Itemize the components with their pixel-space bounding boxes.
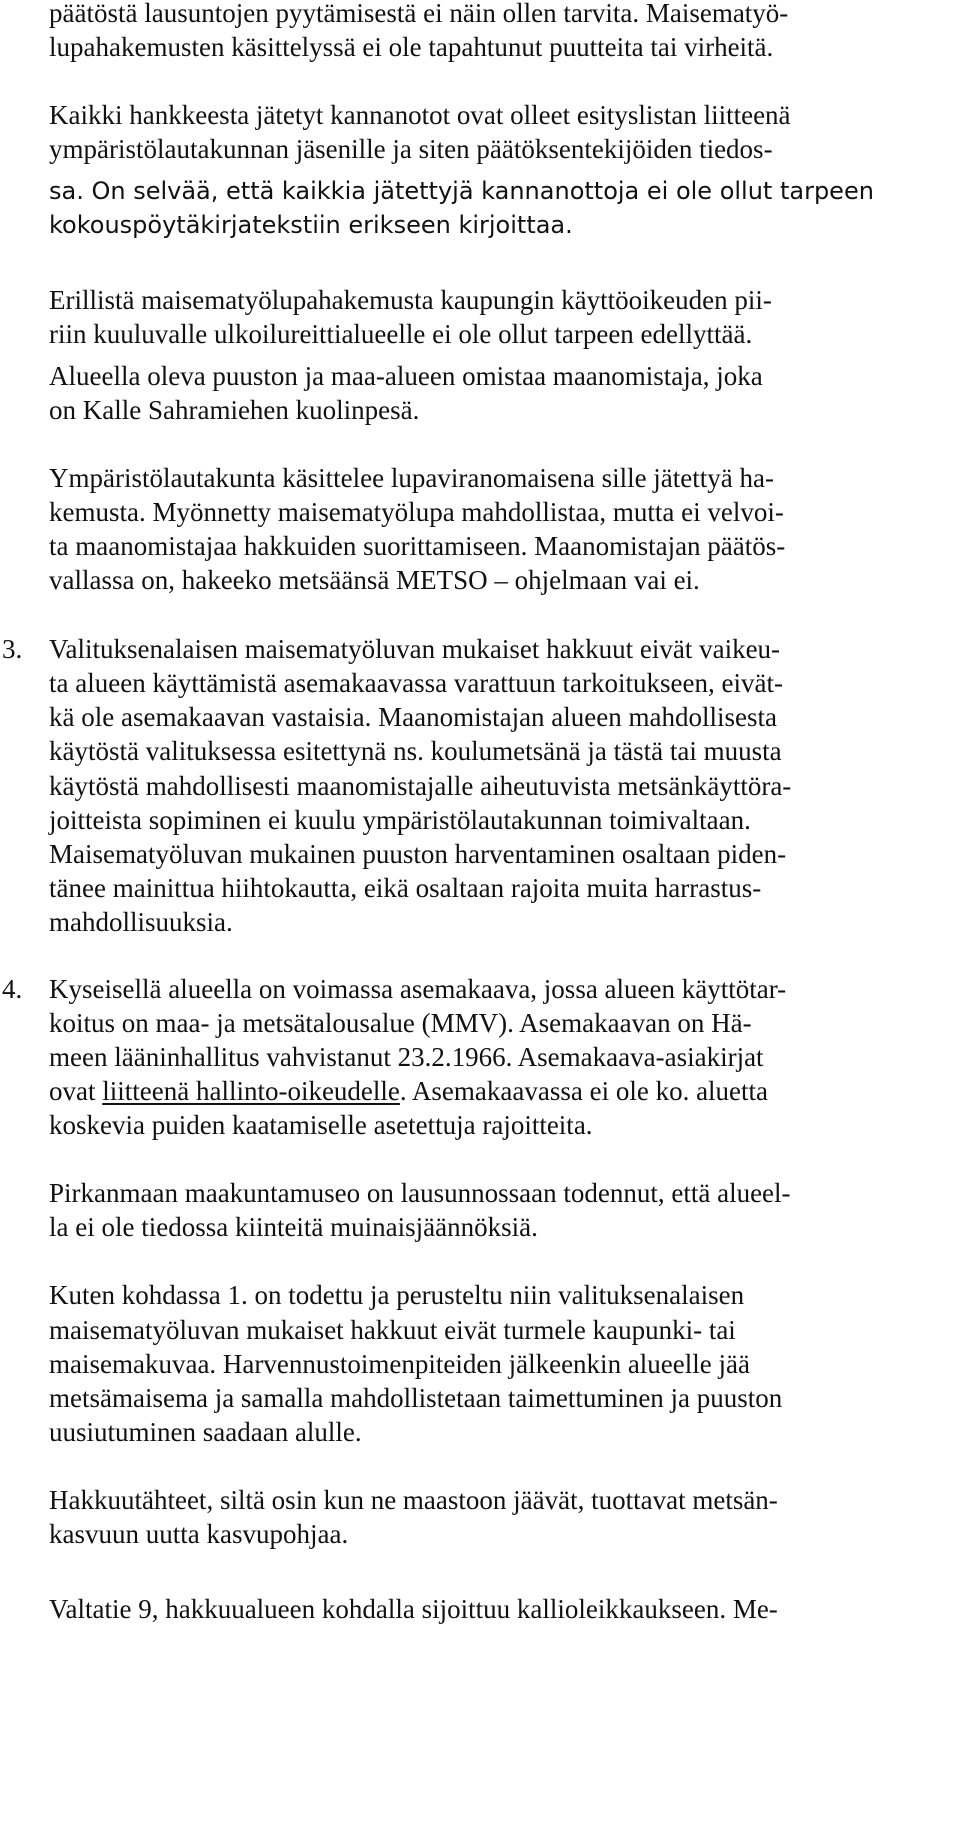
- text-line: Maisematyöluvan mukainen puuston harventaminen osaltaan piden-: [49, 839, 787, 869]
- text-line: tänee mainittua hiihtokautta, eikä osaltaan rajoita muita harrastus-: [49, 873, 762, 903]
- text-line: joitteista sopiminen ei kuulu ympäristölautakunnan toimivaltaan.: [49, 805, 751, 835]
- text-line: päätöstä lausuntojen pyytämisestä ei näin ollen tarvita. Maisematyö-: [49, 0, 789, 28]
- text-line: lupahakemusten käsittelyssä ei ole tapahtunut puutteita tai virheitä.: [49, 32, 774, 62]
- text-line: Kuten kohdassa 1. on todettu ja perusteltu niin valituksenalaisen: [49, 1280, 745, 1310]
- text-line: sa. On selvää, että kaikkia jätettyjä kannanottoja ei ole ollut tarpeen: [49, 177, 874, 205]
- text-run: ovat: [49, 1076, 103, 1106]
- text-line: uusiutuminen saadaan alulle.: [49, 1417, 362, 1447]
- text-line: ta alueen käyttämistä asemakaavassa varattuun tarkoitukseen, eivät-: [49, 668, 783, 698]
- text-line: maisematyöluvan mukaiset hakkuut eivät turmele kaupunki- tai: [49, 1315, 736, 1345]
- text-line: kä ole asemakaavan vastaisia. Maanomistajan alueen mahdollisesta: [49, 702, 777, 732]
- text-line: käytöstä mahdollisesti maanomistajalle aiheutuvista metsänkäyttöra-: [49, 771, 792, 801]
- text-line: vallassa on, hakeeko metsäänsä METSO – ohjelmaan vai ei.: [49, 565, 700, 595]
- list-number: 4.: [2, 974, 23, 1004]
- text-line: ta maanomistajaa hakkuiden suorittamiseen. Maanomistajan päätös-: [49, 531, 786, 561]
- text-line: koskevia puiden kaatamiselle asetettuja rajoitteita.: [49, 1110, 593, 1140]
- text-line: on Kalle Sahramiehen kuolinpesä.: [49, 395, 420, 425]
- text-line: kokouspöytäkirjatekstiin erikseen kirjoittaa.: [49, 211, 573, 239]
- text-line: maisemakuvaa. Harvennustoimenpiteiden jälkeenkin alueelle jää: [49, 1349, 750, 1379]
- text-line: [49, 1074, 768, 1108]
- text-line: mahdollisuuksia.: [49, 907, 233, 937]
- text-line: Ympäristölautakunta käsittelee lupaviranomaisena sille jätettyä ha-: [49, 463, 774, 493]
- text-line: Kyseisellä alueella on voimassa asemakaava, jossa alueen käyttötar-: [49, 974, 787, 1004]
- text-line: Valituksenalaisen maisematyöluvan mukaiset hakkuut eivät vaikeu-: [49, 634, 781, 664]
- text-line: käytöstä valituksessa esitettynä ns. koulumetsänä ja tästä tai muusta: [49, 736, 782, 766]
- text-line: kemusta. Myönnetty maisematyölupa mahdollistaa, mutta ei velvoi-: [49, 497, 784, 527]
- text-line: meen lääninhallitus vahvistanut 23.2.1966. Asemakaava-asiakirjat: [49, 1042, 764, 1072]
- attachment-reference-underlined: liitteenä hallinto-oikeudelle: [102, 1076, 400, 1106]
- text-line: koitus on maa- ja metsätalousalue (MMV). Asemakaavan on Hä-: [49, 1008, 752, 1038]
- text-line: Pirkanmaan maakuntamuseo on lausunnossaan todennut, että alueel-: [49, 1178, 791, 1208]
- text-run: . Asemakaavassa ei ole ko. aluetta: [399, 1076, 769, 1106]
- text-line: metsämaisema ja samalla mahdollistetaan taimettuminen ja puuston: [49, 1383, 783, 1413]
- text-line: ympäristölautakunnan jäsenille ja siten päätöksentekijöiden tiedos-: [49, 134, 773, 164]
- text-line: la ei ole tiedossa kiinteitä muinaisjäännöksiä.: [49, 1212, 538, 1242]
- text-line: Hakkuutähteet, siltä osin kun ne maastoon jäävät, tuottavat metsän-: [49, 1485, 778, 1515]
- text-line: kasvuun uutta kasvupohjaa.: [49, 1519, 349, 1549]
- list-number: 3.: [2, 634, 23, 664]
- text-line: Kaikki hankkeesta jätetyt kannanotot ovat olleet esityslistan liitteenä: [49, 100, 791, 130]
- text-line: riin kuuluvalle ulkoilureittialueelle ei ole ollut tarpeen edellyttää.: [49, 319, 753, 349]
- text-line: Erillistä maisematyölupahakemusta kaupungin käyttöoikeuden pii-: [49, 285, 772, 315]
- text-line: Alueella oleva puuston ja maa-alueen omistaa maanomistaja, joka: [49, 361, 763, 391]
- text-line: Valtatie 9, hakkuualueen kohdalla sijoittuu kallioleikkaukseen. Me-: [49, 1594, 778, 1624]
